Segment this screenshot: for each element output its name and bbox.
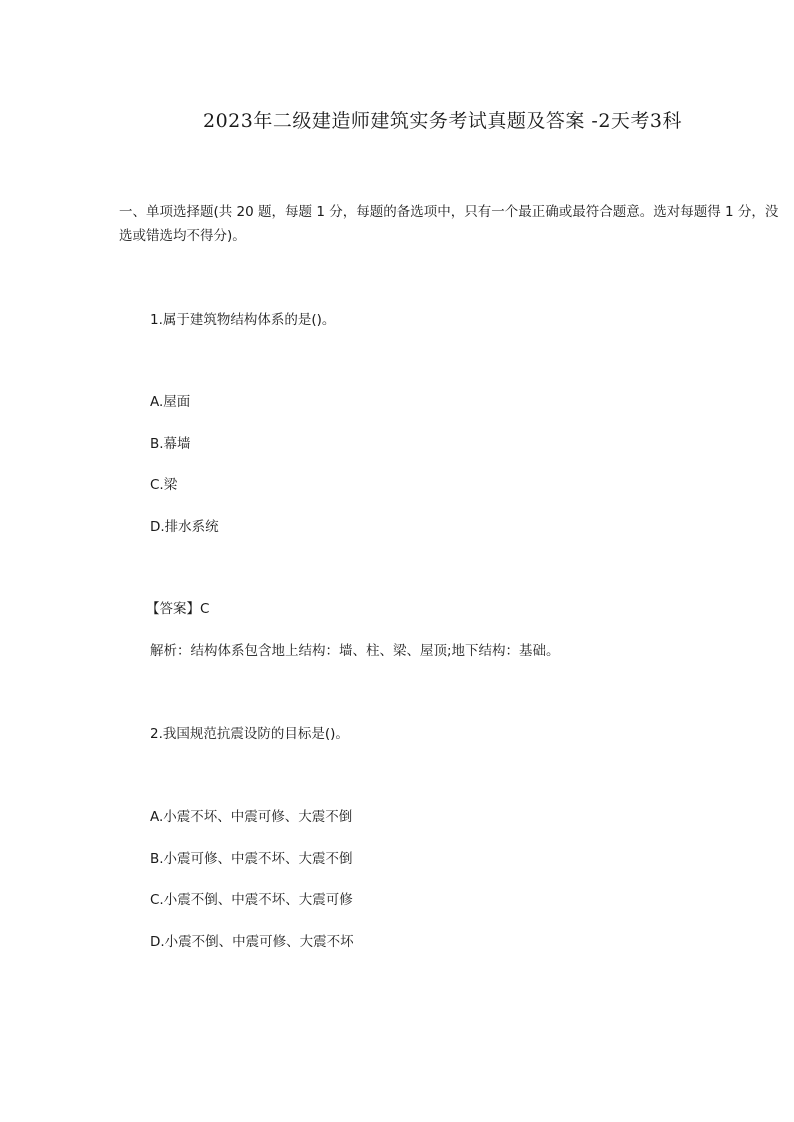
- question-1-option-c: C.梁: [150, 477, 178, 493]
- question-1-text: 1.属于建筑物结构体系的是()。: [150, 312, 336, 328]
- document-title: 2023年二级建造师建筑实务考试真题及答案 -2天考3科: [203, 110, 682, 132]
- question-1-option-d: D.排水系统: [150, 519, 219, 535]
- question-1-option-b: B.幕墙: [150, 436, 191, 452]
- question-1-answer: 【答案】C: [146, 601, 210, 617]
- question-2-option-c: C.小震不倒、中震不坏、大震可修: [150, 892, 353, 908]
- question-1-option-a: A.屋面: [150, 394, 191, 410]
- section-instructions: 一、单项选择题(共 20 题，每题 1 分，每题的备选项中，只有一个最正确或最符合题意。选对每题得 1 分，没选或错选均不得分)。: [119, 204, 779, 244]
- question-2-option-a: A.小震不坏、中震可修、大震不倒: [150, 809, 353, 825]
- question-2-text: 2.我国规范抗震设防的目标是()。: [150, 726, 349, 742]
- question-1-analysis: 解析：结构体系包含地上结构：墙、柱、梁、屋顶;地下结构：基础。: [150, 643, 560, 659]
- question-2-option-b: B.小震可修、中震不坏、大震不倒: [150, 851, 353, 867]
- question-2-option-d: D.小震不倒、中震可修、大震不坏: [150, 934, 354, 950]
